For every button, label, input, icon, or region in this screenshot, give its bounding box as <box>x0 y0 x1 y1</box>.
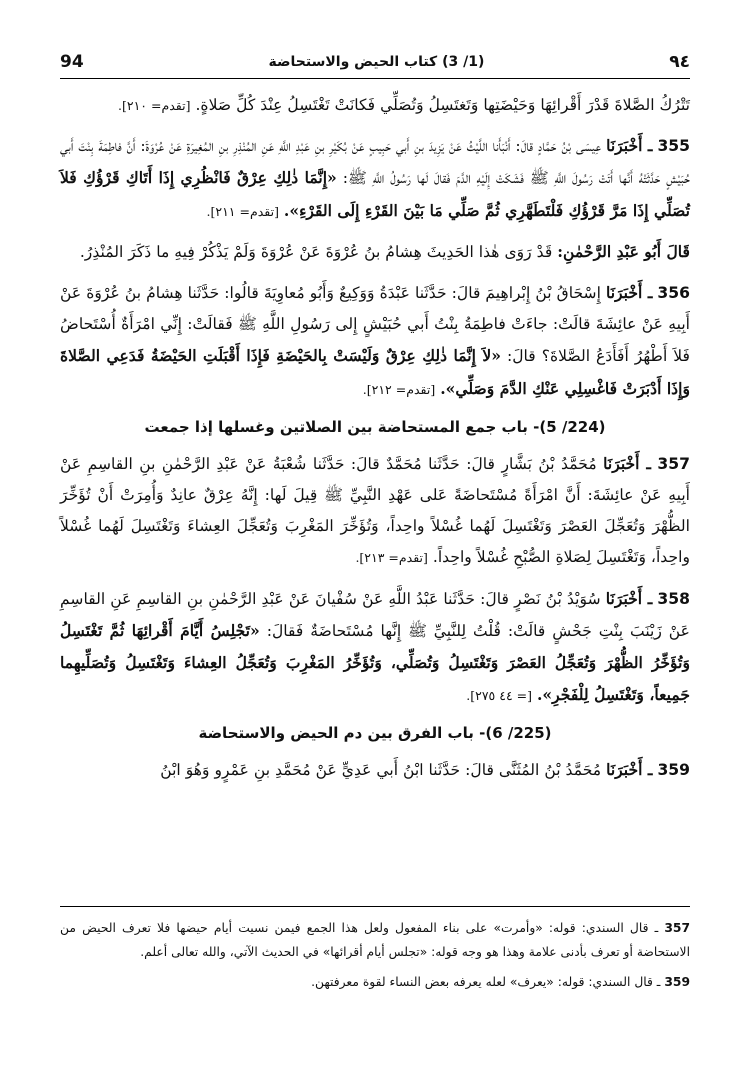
cross-reference: [= ٤٤ ٢٧٥]. <box>466 688 533 704</box>
chapter-heading-225: (225/ 6)- باب الفرق بين دم الحيض والاستحاضة <box>198 724 552 743</box>
hadith-359 <box>60 754 690 786</box>
comment-text: قَدْ رَوَى هٰذا الحَدِيثَ هِشامُ بنُ عُرْوَةَ عَنْ عُرْوَةَ وَلَمْ يَذْكُرْ فِيهِ ما ذَكَرَ المُنْذِرُ. <box>79 242 553 261</box>
footnote-text: ـ قال السندي: قوله: «يعرف» لعله يعرفه بعض النساء لقوة معرفتهن. <box>311 975 661 989</box>
footnotes <box>60 916 690 1036</box>
hadith-number: 359 <box>657 761 690 780</box>
page-number-latin: 94 <box>60 52 84 72</box>
author-comment <box>60 236 690 268</box>
isnad-text: عِيسَى بْنُ حَمَّادٍ قالَ: أَنْبَأَنا اللَّيْثُ عَنْ يَزِيدَ بنِ أَبي حَبِيبٍ عَنْ بُكَيْرِ بنِ عَبْدِ اللَّهِ عَنِ المُنْذِرِ بنِ المُغِيرَةِ عَنْ عُرْوَةَ: أَنَّ فاطِمَةَ بِنْتَ أَبي حُبَيْشٍ حَدَّثَتْهُ أَنَّها أَتَتْ رَسُولَ اللَّهِ ﷺ فَشَكَتْ إِلَيْهِ الدَّمَ فَقالَ لَها رَسُولُ اللَّهِ ﷺ: <box>60 137 691 188</box>
hadith-matn: «إِنَّمَا ذٰلِكِ عِرْقٌ فَانْظُرِي إِذَا أَتَاكِ قَرْؤُكِ فَلاَ تُصَلِّي إِذَا مَرَّ قَرْؤُكِ فَلْتَطَهَّرِي ثُمَّ صَلِّي مَا بَيْنَ القَرْءِ إِلَى القَرْءِ». <box>60 168 690 220</box>
cross-reference: [تقدم= ٢١١]. <box>206 203 279 219</box>
paragraph-continuation <box>60 90 690 121</box>
akhbarana-keyword: ـ أَخْبَرَنَا <box>606 760 653 780</box>
book-title: (1/ 3) كتاب الحيض والاستحاضة <box>268 54 485 70</box>
page-number-arabic: ٩٤ <box>669 52 690 72</box>
hadith-355 <box>60 130 690 227</box>
paragraph-text: تَتْرُكُ الصَّلاةَ قَدْرَ أَقْرائِهَا وَحَيْضَتِها وَتَغتَسِلُ وَتُصَلِّي فَكانَتْ تَغْتَسِلُ عِنْدَ كُلِّ صَلاةٍ. <box>195 96 690 114</box>
hadith-text: مُحَمَّدُ بْنُ بَشَّارٍ قالَ: حَدَّثَنا مُحَمَّدٌ قالَ: حَدَّثَنا شُعْبَةُ عَنْ عَبْدِ الرَّحْمٰنِ بنِ القاسِمِ عَنْ أَبِيهِ عَنْ عائِشَةَ: أَنَّ امْرَأَةً مُسْتَحاضَةً عَلى عَهْدِ النَّبِيِّ ﷺ قِيلَ لَها: إِنَّهُ عِرْقٌ عانِدٌ وَأُمِرَتْ أَنْ تُؤَخِّرَ الظُّهْرَ وَتُعَجِّلَ العَصْرَ وَتَغْتَسِلَ لَهُما غُسْلاً واحِداً، وَتُؤَخِّرَ المَغْرِبَ وَتُعَجِّلَ العِشاءَ وَتَغْتَسِلَ لَهُما غُسْلاً واحِداً، وَتَغْتَسِلَ لِصَلاةِ الصُّبْحِ غُسْلاً واحِداً. <box>60 454 690 567</box>
cross-reference: [تقدم= ٢١٢]. <box>362 381 436 397</box>
hadith-number: 356 <box>657 284 690 303</box>
footnote-number: 357 <box>664 921 690 935</box>
isnad-text: مُحَمَّدُ بْنُ المُثَنَّى قالَ: حَدَّثَنا ابْنُ أَبي عَدِيٍّ عَنْ مُحَمَّدِ بنِ عَمْرٍو وَهُوَ ابْنُ <box>160 761 602 780</box>
hadith-matn: «تَجْلِسُ أَيَّامَ أَقْرائِهَا ثُمَّ تَغْتَسِلُ وَتُؤَخِّرُ الظُّهْرَ وَتُعَجِّلُ العَصْرَ وَتَغْتَسِلُ وَتُصَلِّي، وَتُؤَخِّرُ المَغْرِبَ وَتُعَجِّلُ العِشاءَ وَتَغْتَسِلُ وَتُصَلِّيهِما جَمِيعاً، وَتَغْتَسِلُ لِلْفَجْرِ». <box>60 620 690 705</box>
akhbarana-keyword: ـ أَخْبَرَنَا <box>603 453 651 473</box>
chapter-heading-224: (224/ 5)- باب جمع المستحاضة بين الصلاتين وغسلها إذا جمعت <box>144 417 606 436</box>
hadith-number: 358 <box>657 589 690 608</box>
hadith-number: 357 <box>657 454 690 473</box>
main-text <box>60 90 690 890</box>
akhbarana-keyword: ـ أَخْبَرَنَا <box>605 283 653 303</box>
footnote-divider <box>60 906 690 907</box>
running-header <box>60 46 690 79</box>
footnote-357 <box>60 916 690 964</box>
cross-reference: [تقدم= ٢١٣]. <box>355 550 428 566</box>
isnad-text: إِسْحَاقُ بْنُ إِبْراهِيمَ قالَ: حَدَّثَنا عَبْدَةُ وَوَكِيعٌ وَأَبُو مُعاوِيَةَ قالُوا: حَدَّثَنا هِشامُ بنُ عُرْوَةَ عَنْ أَبِيهِ عَنْ عائِشَةَ قالَتْ: جاءَتْ فاطِمَةُ بِنْتُ أَبي حُبَيْشٍ إِلى رَسُولِ اللَّهِ ﷺ فَقالَتْ: إِنِّي امْرَأَةٌ أُسْتَحاضُ فَلاَ أَطْهُرُ أَفَأَدَعُ الصَّلاةَ؟ قالَ: <box>60 284 690 366</box>
hadith-358 <box>60 583 690 712</box>
hadith-357 <box>60 448 690 574</box>
hadith-356 <box>60 277 690 405</box>
isnad-text: سُوَيْدُ بْنُ نَصْرٍ قالَ: حَدَّثَنا عَبْدُ اللَّهِ عَنْ سُفْيانَ عَنْ عَبْدِ الرَّحْمٰنِ بنِ القاسِمِ عَنِ القاسِمِ عَنْ زَيْنَبَ بِنْتِ جَحْشٍ قالَتْ: قُلْتُ لِلنَّبِيِّ ﷺ إِنَّها مُسْتَحاضَةٌ فَقالَ: <box>60 589 690 640</box>
hadith-matn: «لاَ إِنَّمَا ذٰلِكِ عِرْقٌ وَلَيْسَتْ بِالحَيْضَةِ فَإِذَا أَقْبَلَتِ الحَيْضَةُ فَدَعِي الصَّلاةَ وَإِذَا أَدْبَرَتْ فَاغْسِلِي عَنْكِ الدَّمَ وَصَلِّي». <box>60 346 690 398</box>
footnote-number: 359 <box>664 975 690 989</box>
akhbarana-keyword: ـ أَخْبَرَنَا <box>605 588 653 608</box>
footnote-359 <box>60 970 690 994</box>
comment-lead: قَالَ أَبُو عَبْدِ الرَّحْمٰنِ: <box>557 241 690 261</box>
footnote-text: ـ قال السندي: قوله: «وأمرت» على بناء المفعول ولعل هذا الجمع فيمن نسيت أيام حيضها فلا تعرف الحيض من الاستحاضة أو تعرف بأدنى علامة وهذا هو وجه قوله: «تجلس أيام أقرائها» في الحديث الآتي، والله تعالى أعلم. <box>60 921 690 959</box>
cross-reference: [تقدم= ٢١٠]. <box>118 98 191 113</box>
akhbarana-keyword: ـ أَخْبَرَنَا <box>606 136 653 156</box>
hadith-number: 355 <box>657 137 691 156</box>
